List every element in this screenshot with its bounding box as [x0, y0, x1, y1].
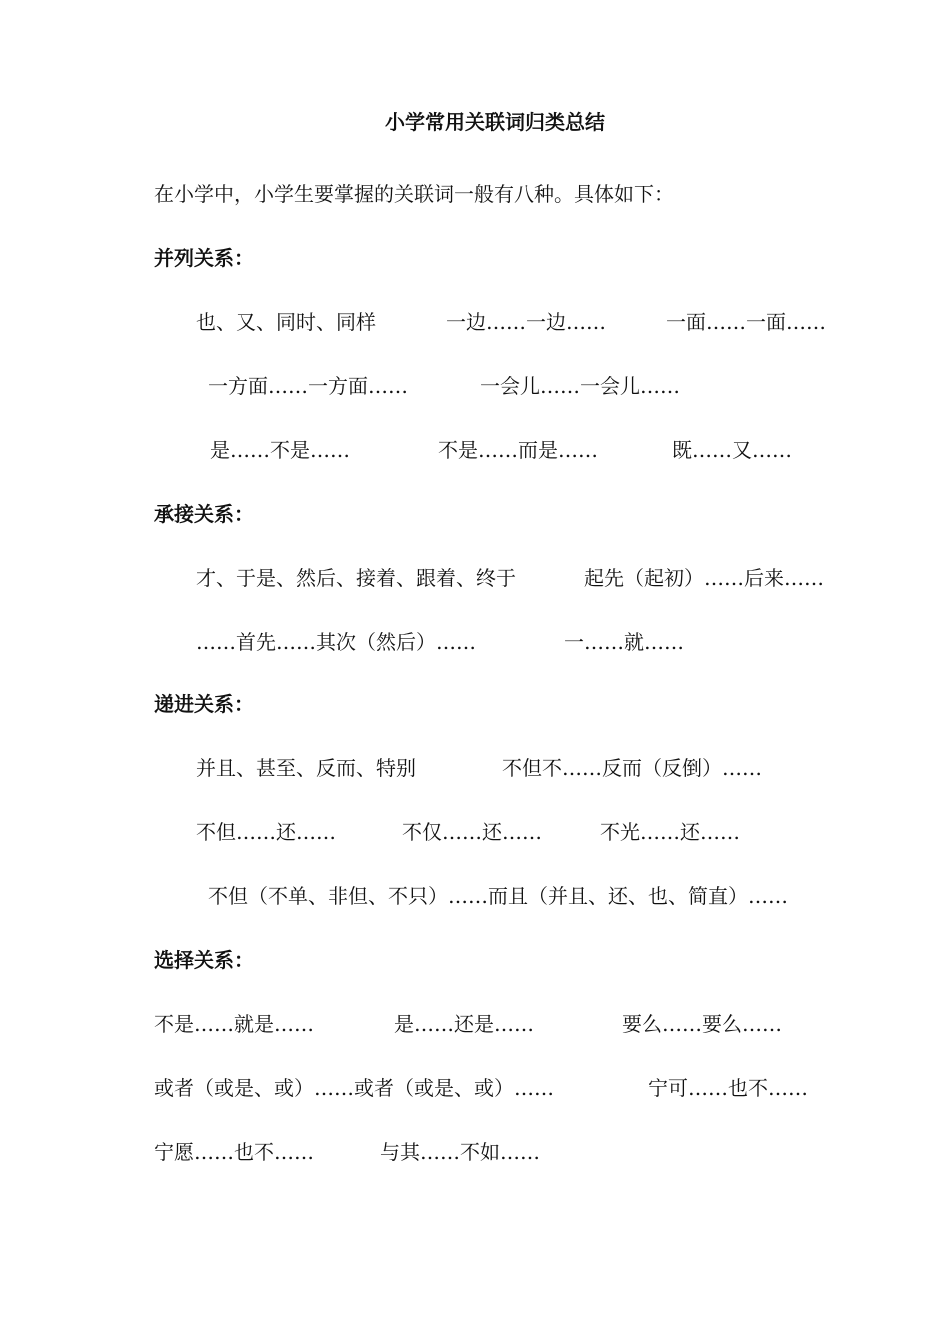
section-heading-sequential: 承接关系：	[154, 502, 254, 526]
term: 或者（或是、或）……或者（或是、或）……	[154, 1076, 554, 1100]
term: 不是……而是……	[438, 438, 598, 462]
section-heading-progressive: 递进关系：	[154, 692, 254, 716]
term: 不但不……反而（反倒）……	[502, 756, 762, 780]
section-heading-choice: 选择关系：	[154, 948, 254, 972]
section-heading-parallel: 并列关系：	[154, 246, 254, 270]
term: 一会儿……一会儿……	[480, 374, 680, 398]
term: ……首先……其次（然后）……	[196, 630, 476, 654]
term: 不是……就是……	[154, 1012, 314, 1036]
term: 宁愿……也不……	[154, 1140, 314, 1164]
term: 是……还是……	[394, 1012, 534, 1036]
term: 一边……一边……	[446, 310, 606, 334]
term: 不但……还……	[196, 820, 336, 844]
term: 才、于是、然后、接着、跟着、终于	[196, 566, 516, 590]
term: 要么……要么……	[622, 1012, 782, 1036]
term: 并且、甚至、反而、特别	[196, 756, 416, 780]
term: 也、又、同时、同样	[196, 310, 376, 334]
term: 不仅……还……	[402, 820, 542, 844]
page-title: 小学常用关联词归类总结	[385, 110, 605, 134]
term: 是……不是……	[210, 438, 350, 462]
term: 与其……不如……	[380, 1140, 540, 1164]
term: 起先（起初）……后来……	[584, 566, 824, 590]
term: 一方面……一方面……	[208, 374, 408, 398]
term: 宁可……也不……	[648, 1076, 808, 1100]
term: 一面……一面……	[666, 310, 826, 334]
intro-paragraph: 在小学中，小学生要掌握的关联词一般有八种。具体如下：	[154, 182, 674, 206]
term: 既……又……	[672, 438, 792, 462]
term: 不但（不单、非但、不只）……而且（并且、还、也、简直）……	[208, 884, 788, 908]
term: 一……就……	[564, 630, 684, 654]
term: 不光……还……	[600, 820, 740, 844]
